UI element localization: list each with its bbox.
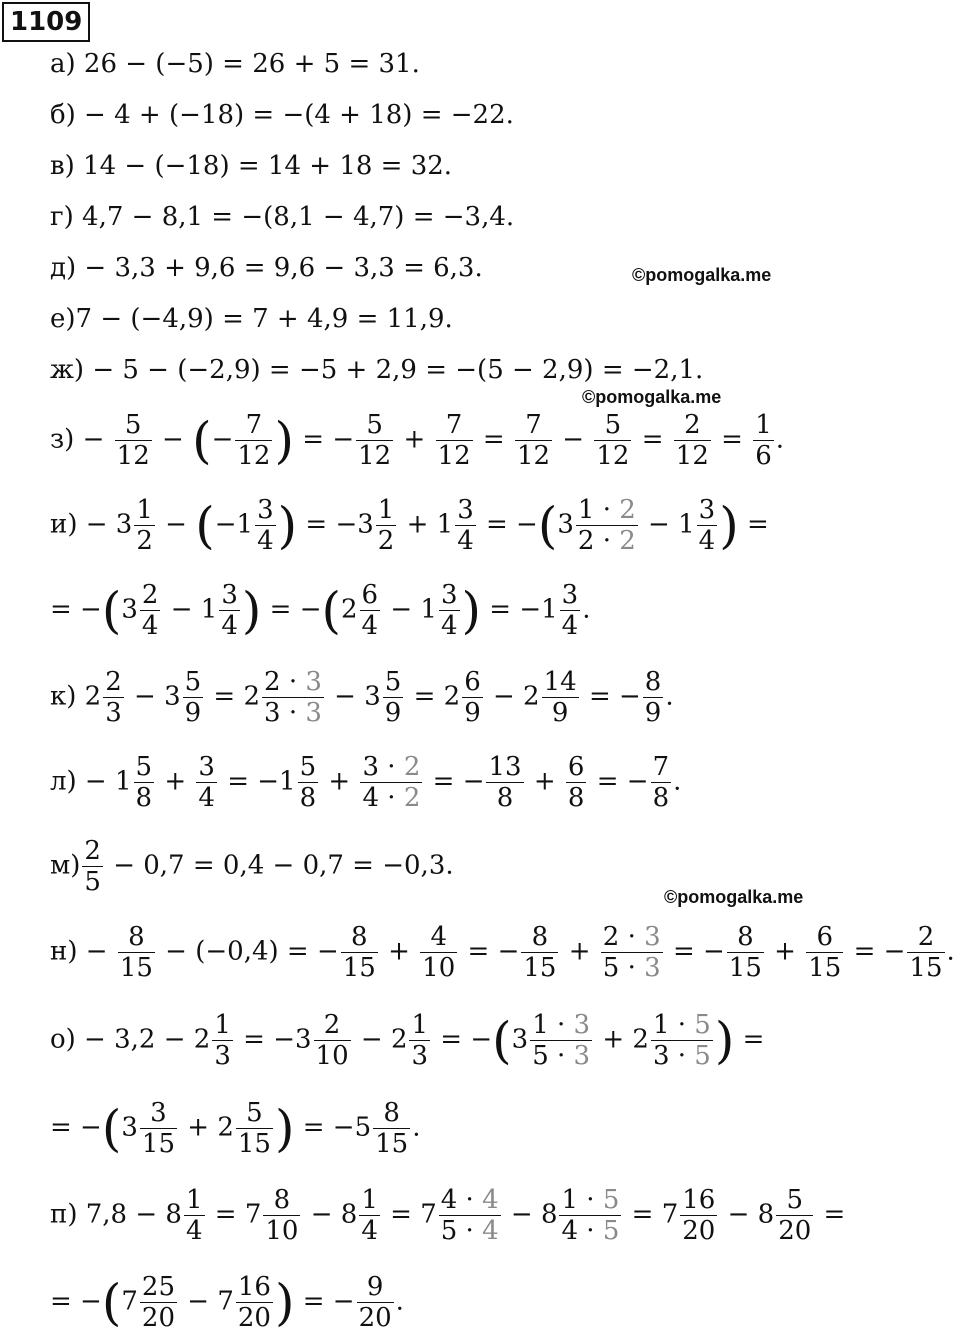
item-label: л): [50, 766, 77, 797]
solution-i: и) − 3 $\frac{1}{2}$ − (−1 $\frac{3}{4}$ ) = −3 $\frac{1}{2}$ + 1 $\frac{3}{4}$ = −(3 $\frac{1 \cdot 2}{2 \cdot 2}$ − 1 $\frac{3}{4}$ ) =: [50, 495, 769, 556]
item-label: п): [50, 1199, 78, 1230]
item-label: м): [50, 850, 81, 881]
solution-o: о) − 3,2 − 2 $\frac{1}{3}$ = −3 $\frac{2}{10}$ − 2 $\frac{1}{3}$ = −(3 $\frac{1 \cdot 3}{5 \cdot 3}$ + 2 $\frac{1 \cdot 5}{3 \cdot 5}$ ) =: [50, 1010, 765, 1071]
solution-m: м) $\frac{2}{5}$ − 0,7 = 0,4 − 0,7 = −0,3.: [50, 836, 454, 897]
solution-a: а) 26 − (−5) = 26 + 5 = 31.: [50, 49, 420, 79]
solution-o-cont: = −(3 $\frac{3}{15}$ + 2 $\frac{5}{15}$ ) = −5 $\frac{8}{15}$ .: [50, 1098, 421, 1159]
solution-z: з) − $\frac{5}{12}$ − (− $\frac{7}{12}$ ) = − $\frac{5}{12}$ + $\frac{7}{12}$ = $\frac{7}{12}$ − $\frac{5}{12}$ = $\frac{2}{12}$ = $\frac{1}{6}$ .: [50, 410, 785, 471]
watermark: ©pomogalka.me: [664, 887, 804, 907]
watermark: ©pomogalka.me: [582, 387, 722, 407]
solution-l: л) − 1 $\frac{5}{8}$ + $\frac{3}{4}$ = −1 $\frac{5}{8}$ + $\frac{3 \cdot 2}{4 \cdot 2}$ = − $\frac{13}{8}$ + $\frac{6}{8}$ = − $\frac{7}{8}$ .: [50, 752, 682, 813]
item-label: и): [50, 509, 78, 540]
solution-k: к) 2 $\frac{2}{3}$ − 3 $\frac{5}{9}$ = 2 $\frac{2 \cdot 3}{3 \cdot 3}$ − 3 $\frac{5}{9}$ = 2 $\frac{6}{9}$ − 2 $\frac{14}{9}$ = − $\frac{8}{9}$ .: [50, 667, 674, 728]
solution-g: г) 4,7 − 8,1 = −(8,1 − 4,7) = −3,4.: [50, 202, 515, 232]
solution-b: б) − 4 + (−18) = −(4 + 18) = −22.: [50, 100, 514, 130]
solution-zh: ж) − 5 − (−2,9) = −5 + 2,9 = −(5 − 2,9) = −2,1.: [50, 355, 704, 385]
problem-number: 1109: [2, 2, 90, 42]
m-rest: − 0,7 = 0,4 − 0,7 = −0,3.: [113, 850, 454, 881]
item-label: к): [50, 681, 77, 712]
item-label: з): [50, 424, 75, 455]
solution-e: е)7 − (−4,9) = 7 + 4,9 = 11,9.: [50, 304, 453, 334]
solution-v: в) 14 − (−18) = 14 + 18 = 32.: [50, 151, 453, 181]
solution-n: н) − $\frac{8}{15}$ − (−0,4) = − $\frac{8}{15}$ + $\frac{4}{10}$ = − $\frac{8}{15}$ + $\frac{2 \cdot 3}{5 \cdot 3}$ = − $\frac{8}{15}$ + $\frac{6}{15}$ = − $\frac{2}{15}$ .: [50, 922, 955, 983]
solution-p-cont: = −(7 $\frac{25}{20}$ − 7 $\frac{16}{20}$ ) = − $\frac{9}{20}$ .: [50, 1272, 404, 1333]
watermark: ©pomogalka.me: [632, 265, 772, 285]
item-label: н): [50, 936, 78, 967]
solution-i-cont: = −(3 $\frac{2}{4}$ − 1 $\frac{3}{4}$ ) = −(2 $\frac{6}{4}$ − 1 $\frac{3}{4}$ ) = −1 $\frac{3}{4}$ .: [50, 580, 591, 641]
solution-d: д) − 3,3 + 9,6 = 9,6 − 3,3 = 6,3.: [50, 253, 483, 283]
item-label: о): [50, 1024, 76, 1055]
solution-p: п) 7,8 − 8 $\frac{1}{4}$ = 7 $\frac{8}{10}$ − 8 $\frac{1}{4}$ = 7 $\frac{4 \cdot 4}{5 \cdot 4}$ − 8 $\frac{1 \cdot 5}{4 \cdot 5}$ = 7 $\frac{16}{20}$ − 8 $\frac{5}{20}$ =: [50, 1185, 846, 1246]
